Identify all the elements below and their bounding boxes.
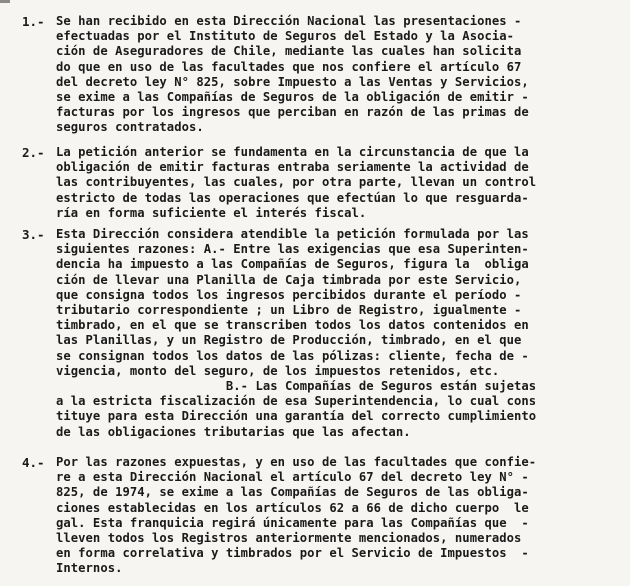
text-line: de las obligaciones tributarias que las afectan. <box>56 424 411 439</box>
text-line: del decreto ley N° 825, sobre Impuesto a las Ventas y Servicios, <box>56 74 529 89</box>
text-line: ciones establecidas en los artículos 62 a 66 de dicho cuerpo le <box>56 500 529 515</box>
text-line: Se han recibido en esta Dirección Nacional las presentaciones - <box>56 14 522 28</box>
text-line: seguros contratados. <box>56 120 204 135</box>
text-line: Internos. <box>56 561 123 576</box>
text-line: timbrado, en el que se transcriben todos los datos contenidos en <box>56 318 529 333</box>
text-line: dencia ha impuesto a las Compañías de Seguros, figura la obliga <box>56 257 529 272</box>
text-line: ría en forma suficiente el interés fiscal. <box>56 205 367 220</box>
text-line: se consignan todos los datos de las pólizas: cliente, fecha de - <box>56 348 529 363</box>
text-line: Por las razones expuestas, y en uso de las facultades que confie- <box>56 455 537 469</box>
text-line: las contribuyentes, las cuales, por otra parte, llevan un control <box>56 175 537 190</box>
paragraph-number: 1.- <box>22 14 45 29</box>
text-line: gal. Esta franquicia regirá únicamente para las Compañías que - <box>56 515 529 530</box>
text-line: facturas por los ingresos que perciban en razón de las primas de <box>56 105 529 120</box>
text-line: se exime a las Compañías de Seguros de la obligación de emitir - <box>56 90 529 104</box>
text-line: que consigna todos los ingresos percibidos durante el período - <box>56 287 522 302</box>
text-line: re a esta Dirección Nacional el artículo 67 del decreto ley N° - <box>56 470 529 485</box>
text-line: tituye para esta Dirección una garantía del correcto cumplimiento <box>56 409 537 424</box>
text-line: B.- Las Compañías de Seguros están sujetas <box>56 379 537 393</box>
text-line: en forma correlativa y timbrados por el Servicio de Impuestos - <box>56 546 529 561</box>
text-line: estricto de todas las operaciones que efectúan lo que resguarda- <box>56 190 529 205</box>
scan-edge-mark <box>0 0 10 3</box>
text-line: obligación de emitir facturas entraba seriamente la actividad de <box>56 160 529 175</box>
text-line: La petición anterior se fundamenta en la circunstancia de que la <box>56 145 529 159</box>
text-line: vigencia, monto del seguro, de los impuestos retenidos, etc. <box>56 363 500 378</box>
text-line: a la estricta fiscalización de esa Superintendencia, lo cual cons <box>56 394 537 409</box>
text-line: Esta Dirección considera atendible la petición formulada por las <box>56 227 529 241</box>
text-line: siguientes razones: A.- Entre las exigencias que esa Superinten- <box>56 242 529 257</box>
text-line: ción de llevar una Planilla de Caja timbrada por este Servicio, <box>56 272 522 287</box>
text-line: do que en uso de las facultades que nos confiere el artículo 67 <box>56 59 522 74</box>
text-line: 825, de 1974, se exime a las Compañías de Seguros de las obliga- <box>56 485 529 500</box>
paragraph-number: 4.- <box>22 455 45 470</box>
text-line: ción de Aseguradores de Chile, mediante las cuales han solicita <box>56 44 522 59</box>
text-line: efectuadas por el Instituto de Seguros del Estado y la Asocia- <box>56 29 515 44</box>
text-line: tributario correspondiente ; un Libro de Registro, igualmente - <box>56 303 522 317</box>
text-line: lleven todos los Registros anteriormente mencionados, numerados <box>56 531 522 545</box>
paragraph-number: 2.- <box>22 145 45 160</box>
text-line: las Planillas, y un Registro de Producción, timbrado, en el que <box>56 333 522 348</box>
paragraph-number: 3.- <box>22 227 45 242</box>
